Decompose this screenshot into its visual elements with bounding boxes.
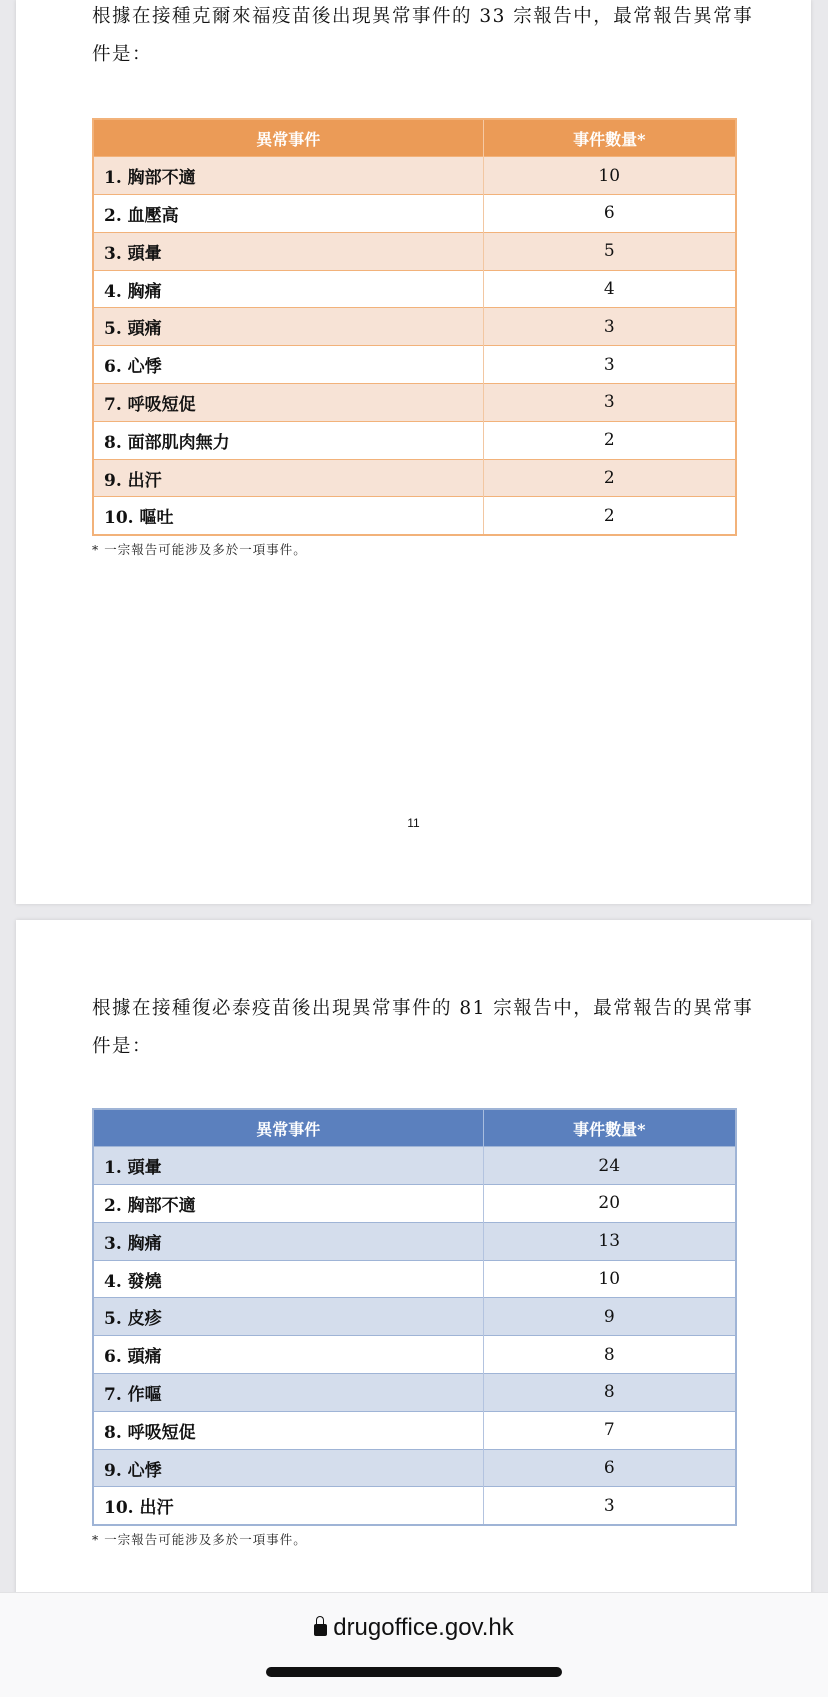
event-count: 3 <box>483 308 736 346</box>
table-row <box>93 1374 736 1412</box>
event-name: 2. 血壓高 <box>93 195 483 233</box>
adverse-events-table <box>92 1108 737 1526</box>
event-name: 1. 胸部不適 <box>93 157 483 195</box>
event-count: 13 <box>483 1222 736 1260</box>
table-row <box>93 1185 736 1223</box>
address-text[interactable]: drugoffice.gov.hk <box>333 1614 514 1641</box>
intro-paragraph: 根據在接種克爾來福疫苗後出現異常事件的 33 宗報告中，最常報告異常事件是： <box>92 6 754 65</box>
event-name: 8. 呼吸短促 <box>93 1411 483 1449</box>
event-count: 4 <box>483 270 736 308</box>
address-bar[interactable] <box>0 1614 828 1642</box>
event-count: 10 <box>483 1260 736 1298</box>
event-name: 8. 面部肌肉無力 <box>93 421 483 459</box>
table-row <box>93 1147 736 1185</box>
table-row <box>93 1260 736 1298</box>
table-header-row <box>93 1109 736 1147</box>
table-row <box>93 157 736 195</box>
event-name: 9. 出汗 <box>93 459 483 497</box>
event-name: 10. 嘔吐 <box>93 497 483 535</box>
table-row <box>93 232 736 270</box>
event-name: 9. 心悸 <box>93 1449 483 1487</box>
event-name: 3. 頭暈 <box>93 232 483 270</box>
event-name: 10. 出汗 <box>93 1487 483 1525</box>
event-count: 24 <box>483 1147 736 1185</box>
event-name: 6. 頭痛 <box>93 1336 483 1374</box>
event-count: 3 <box>483 346 736 384</box>
event-name: 4. 胸痛 <box>93 270 483 308</box>
event-count: 8 <box>483 1374 736 1412</box>
event-count: 6 <box>483 195 736 233</box>
browser-bottom-bar <box>0 1592 828 1697</box>
event-count: 7 <box>483 1411 736 1449</box>
header-count: 事件數量* <box>483 119 736 157</box>
home-indicator[interactable] <box>266 1667 562 1677</box>
event-count: 9 <box>483 1298 736 1336</box>
event-count: 3 <box>483 1487 736 1525</box>
event-count: 10 <box>483 157 736 195</box>
document-page-12 <box>16 920 811 1620</box>
event-count: 2 <box>483 497 736 535</box>
table-header-row <box>93 119 736 157</box>
event-name: 7. 呼吸短促 <box>93 384 483 422</box>
header-event: 異常事件 <box>93 119 483 157</box>
page-number: 11 <box>407 816 420 830</box>
event-name: 2. 胸部不適 <box>93 1185 483 1223</box>
event-count: 5 <box>483 232 736 270</box>
table-row <box>93 384 736 422</box>
table-row <box>93 1336 736 1374</box>
table-row <box>93 1222 736 1260</box>
event-name: 1. 頭暈 <box>93 1147 483 1185</box>
table-row <box>93 1449 736 1487</box>
table-row <box>93 195 736 233</box>
event-name: 5. 頭痛 <box>93 308 483 346</box>
table-footnote: * 一宗報告可能涉及多於一項事件。 <box>92 1532 307 1547</box>
event-name: 5. 皮疹 <box>93 1298 483 1336</box>
event-count: 2 <box>483 421 736 459</box>
header-event: 異常事件 <box>93 1109 483 1147</box>
intro-paragraph: 根據在接種復必泰疫苗後出現異常事件的 81 宗報告中，最常報告的異常事件是： <box>92 998 754 1057</box>
event-name: 7. 作嘔 <box>93 1374 483 1412</box>
table-row <box>93 270 736 308</box>
adverse-events-table <box>92 118 737 536</box>
table-row <box>93 308 736 346</box>
event-count: 6 <box>483 1449 736 1487</box>
event-count: 3 <box>483 384 736 422</box>
event-name: 6. 心悸 <box>93 346 483 384</box>
table-row <box>93 1487 736 1525</box>
lock-icon <box>314 1624 327 1636</box>
table-row <box>93 421 736 459</box>
table-row <box>93 459 736 497</box>
table-footnote: * 一宗報告可能涉及多於一項事件。 <box>92 542 307 557</box>
table-row <box>93 346 736 384</box>
event-count: 2 <box>483 459 736 497</box>
header-count: 事件數量* <box>483 1109 736 1147</box>
event-name: 3. 胸痛 <box>93 1222 483 1260</box>
document-page-11 <box>16 0 811 904</box>
table-row <box>93 1298 736 1336</box>
event-name: 4. 發燒 <box>93 1260 483 1298</box>
table-row <box>93 497 736 535</box>
event-count: 20 <box>483 1185 736 1223</box>
event-count: 8 <box>483 1336 736 1374</box>
table-row <box>93 1411 736 1449</box>
